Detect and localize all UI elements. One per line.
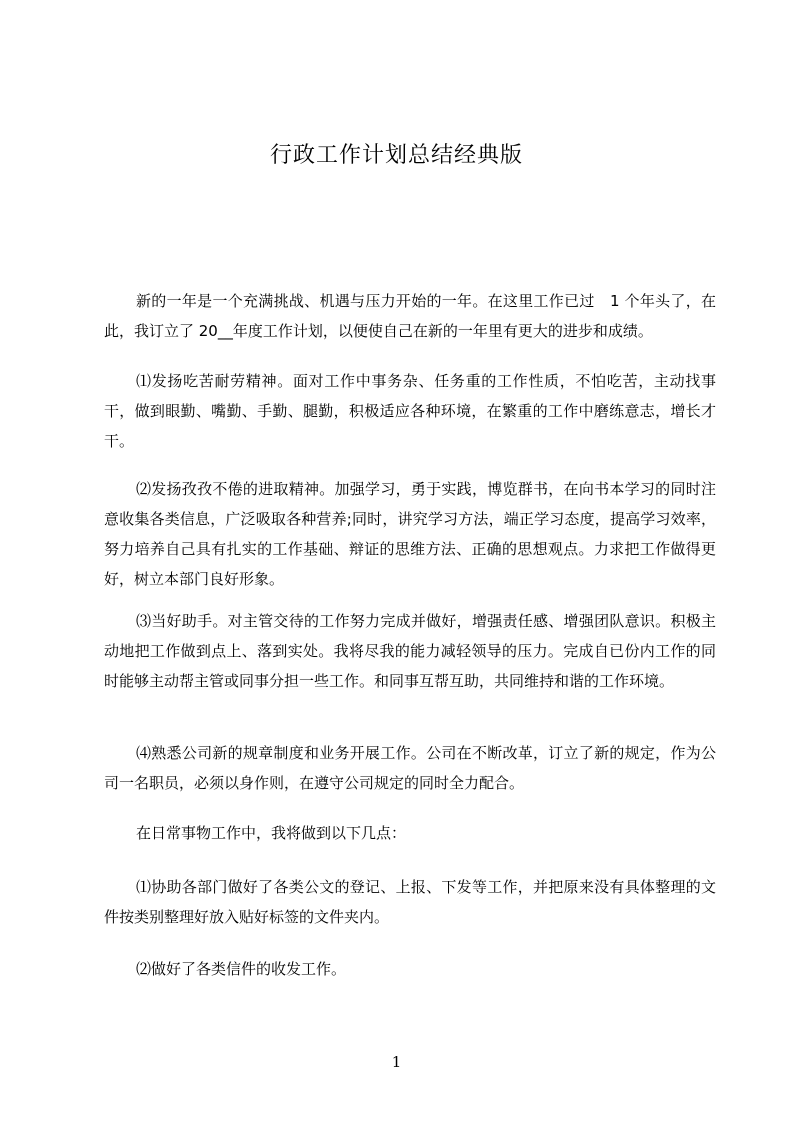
paragraph-item-3: ⑶当好助手。对主管交待的工作努力完成并做好，增强责任感、增强团队意识。积极主动地把工作做到点上、落到实处。我将尽我的能力减轻领导的压力。完成自已份内工作的同时能够主动帮主管或同事分担一些工作。和同事互帮互助，共同维持和谐的工作环境。 xyxy=(104,612,716,690)
paragraph-item-2: ⑵发扬孜孜不倦的进取精神。加强学习，勇于实践，博览群书，在向书本学习的同时注意收集各类信息，广泛吸取各种营养;同时，讲究学习方法，端正学习态度，提高学习效率，努力培养自己具有扎实的工作基础、辩证的思维方法、正确的思想观点。力求把工作做得更好，树立本部门良好形象。 xyxy=(104,480,716,588)
paragraph-daily-item-1: ⑴协助各部门做好了各类公文的登记、上报、下发等工作，并把原来没有具体整理的文件按类别整理好放入贴好标签的文件夹内。 xyxy=(104,878,716,926)
page-number: 1 xyxy=(391,1053,402,1071)
paragraph-daily-item-2: ⑵做好了各类信件的收发工作。 xyxy=(136,960,347,978)
paragraph-daily-work-heading: 在日常事物工作中，我将做到以下几点： xyxy=(136,824,407,842)
paragraph-item-1: ⑴发扬吃苦耐劳精神。面对工作中事务杂、任务重的工作性质，不怕吃苦，主动找事干，做到眼勤、嘴勤、手勤、腿勤，积极适应各种环境，在繁重的工作中磨练意志，增长才干。 xyxy=(104,372,716,450)
paragraph-intro: 新的一年是一个充满挑战、机遇与压力开始的一年。在这里工作已过 1 个年头了，在此，我订立了 20__年度工作计划，以便使自己在新的一年里有更大的进步和成绩。 xyxy=(104,292,716,340)
document-title: 行政工作计划总结经典版 xyxy=(269,143,523,168)
paragraph-item-4: ⑷熟悉公司新的规章制度和业务开展工作。公司在不断改革，订立了新的规定，作为公司一名职员，必须以身作则，在遵守公司规定的同时全力配合。 xyxy=(104,744,716,792)
